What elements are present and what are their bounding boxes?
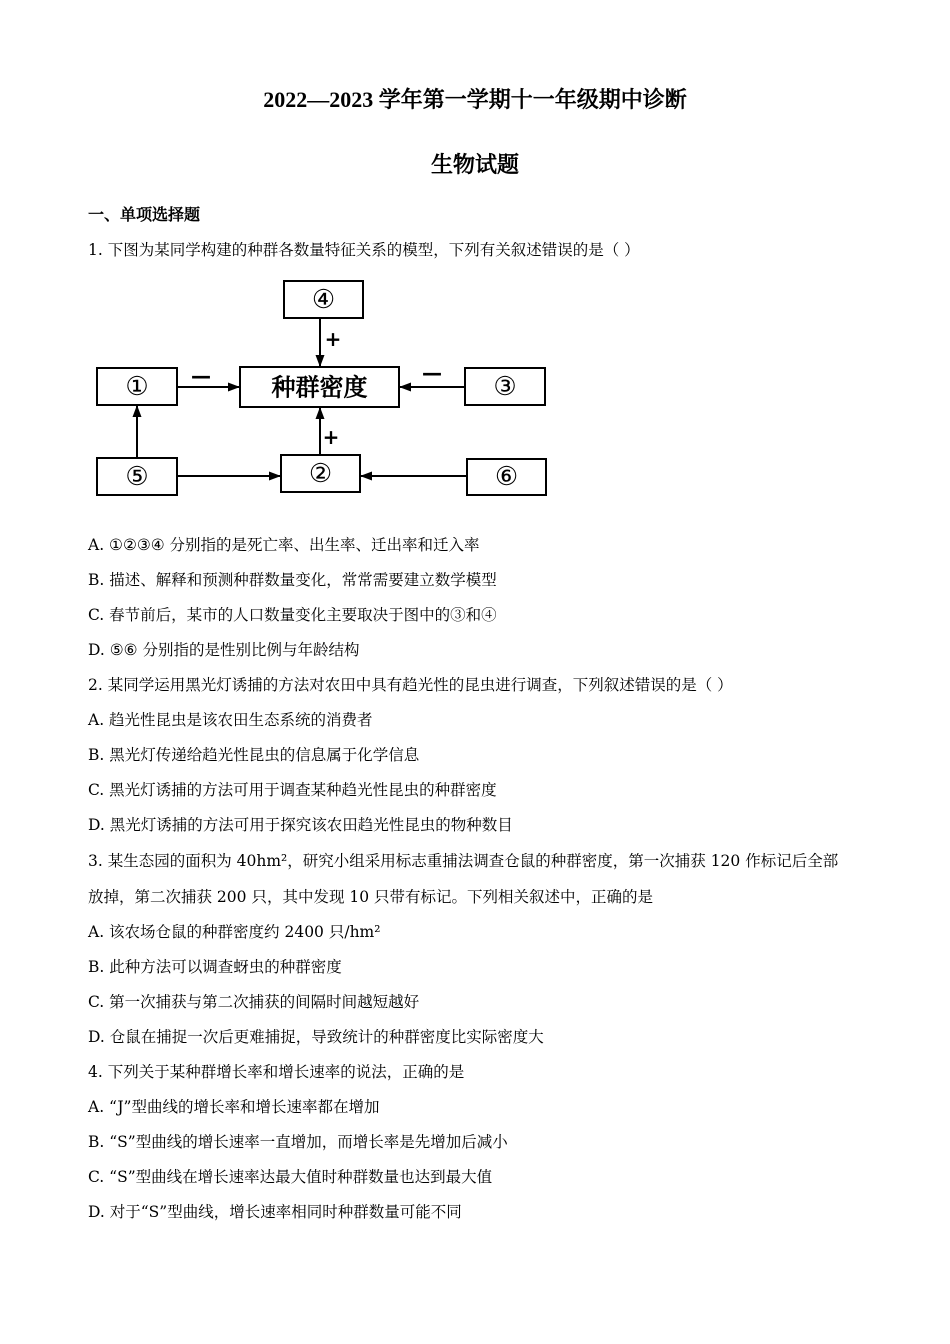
q2-option-a: A. 趋光性昆虫是该农田生态系统的消费者 xyxy=(88,711,373,729)
box-5-label: ⑤ xyxy=(125,462,149,492)
q3-option-d: D. 仓鼠在捕捉一次后更难捕捉，导致统计的种群密度比实际密度大 xyxy=(88,1028,544,1046)
q4-option-c: C. “S”型曲线在增长速率达最大值时种群数量也达到最大值 xyxy=(88,1168,493,1186)
q1-option-b: B. 描述、解释和预测种群数量变化，常常需要建立数学模型 xyxy=(88,571,497,589)
q4-option-d: D. 对于“S”型曲线，增长速率相同时种群数量可能不同 xyxy=(88,1203,462,1221)
q3-stem-line-2: 放掉，第二次捕获 200 只，其中发现 10 只带有标记。下列相关叙述中，正确的是 xyxy=(88,888,654,906)
q2-option-b: B. 黑光灯传递给趋光性昆虫的信息属于化学信息 xyxy=(88,746,420,764)
q4-option-b: B. “S”型曲线的增长速率一直增加，而增长率是先增加后减小 xyxy=(88,1133,508,1151)
box-6-label: ⑥ xyxy=(494,462,519,492)
subject-title: 生物试题 xyxy=(430,152,519,177)
q4-option-a: A. “J”型曲线的增长率和增长速率都在增加 xyxy=(88,1098,380,1116)
sign-2-to-density: + xyxy=(322,425,340,449)
exam-title: 2022—2023 学年第一学期十一年级期中诊断 xyxy=(263,87,687,112)
q1-stem: 1. 下图为某同学构建的种群各数量特征关系的模型，下列有关叙述错误的是（ ） xyxy=(88,241,640,259)
q3-option-a: A. 该农场仓鼠的种群密度约 2400 只/hm² xyxy=(88,923,381,941)
q2-stem: 2. 某同学运用黑光灯诱捕的方法对农田中具有趋光性的昆虫进行调查，下列叙述错误的是（ ） xyxy=(88,676,733,694)
box-3-label: ③ xyxy=(493,372,517,402)
box-4-label: ④ xyxy=(311,285,336,315)
q3-option-c: C. 第一次捕获与第二次捕获的间隔时间越短越好 xyxy=(88,993,420,1011)
section-heading: 一、单项选择题 xyxy=(88,205,201,224)
q2-option-c: C. 黑光灯诱捕的方法可用于调查某种趋光性昆虫的种群密度 xyxy=(88,781,497,799)
q2-option-d: D. 黑光灯诱捕的方法可用于探究该农田趋光性昆虫的物种数目 xyxy=(88,816,513,834)
population-model-diagram xyxy=(90,275,555,500)
q1-option-a: A. ①②③④ 分别指的是死亡率、出生率、迁出率和迁入率 xyxy=(88,536,480,554)
q3-option-b: B. 此种方法可以调查蚜虫的种群密度 xyxy=(88,958,342,976)
box-2-label: ② xyxy=(308,459,333,489)
q1-option-d: D. ⑤⑥ 分别指的是性别比例与年龄结构 xyxy=(88,641,360,659)
sign-1-to-density: — xyxy=(191,364,211,388)
q3-stem-line-1: 3. 某生态园的面积为 40hm²，研究小组采用标志重捕法调查仓鼠的种群密度，第一次捕获 120 作标记后全部 xyxy=(88,852,839,870)
question-body xyxy=(88,528,938,1230)
sign-4-to-density: + xyxy=(324,327,342,351)
q4-stem: 4. 下列关于某种群增长率和增长速率的说法，正确的是 xyxy=(88,1063,465,1081)
box-1-label: ① xyxy=(125,372,149,402)
q1-option-c: C. 春节前后，某市的人口数量变化主要取决于图中的③和④ xyxy=(88,606,497,624)
density-label: 种群密度 xyxy=(271,372,368,402)
sign-3-to-density: — xyxy=(422,361,442,385)
